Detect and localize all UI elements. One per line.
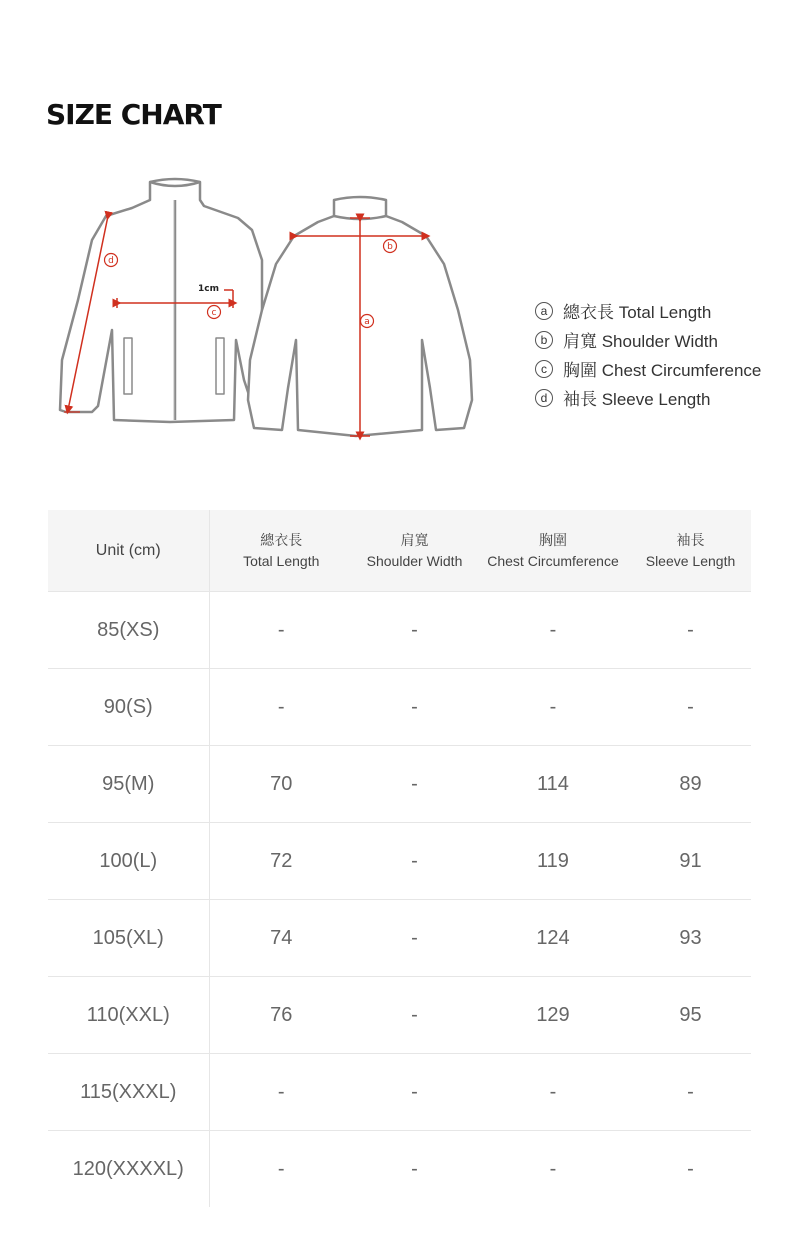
value-cell: - bbox=[353, 669, 476, 746]
marker-a-text: a bbox=[364, 317, 370, 327]
value-cell: 74 bbox=[209, 900, 353, 977]
legend-label: 總衣長 Total Length bbox=[563, 303, 712, 322]
jacket-measurement-diagram bbox=[0, 160, 520, 460]
value-cell: - bbox=[353, 900, 476, 977]
value-cell: - bbox=[209, 1131, 353, 1208]
value-cell: - bbox=[476, 592, 630, 669]
column-header-chest-circumference bbox=[476, 510, 630, 592]
size-table bbox=[48, 510, 751, 1207]
legend-mark-a: a bbox=[535, 302, 553, 320]
value-cell: 91 bbox=[630, 823, 751, 900]
size-cell: 100(L) bbox=[48, 823, 209, 900]
measurement-legend bbox=[535, 296, 761, 412]
column-header-cn: 總衣長 bbox=[260, 531, 303, 548]
size-cell: 120(XXXXL) bbox=[48, 1131, 209, 1208]
legend-mark-b: b bbox=[535, 331, 553, 349]
value-cell: 95 bbox=[630, 977, 751, 1054]
value-cell: 93 bbox=[630, 900, 751, 977]
legend-mark-d: d bbox=[535, 389, 553, 407]
column-header-cn: 肩寬 bbox=[400, 531, 429, 548]
one-cm-note: 1cm bbox=[198, 284, 219, 294]
table-row bbox=[48, 592, 751, 669]
size-cell: 90(S) bbox=[48, 669, 209, 746]
marker-d-text: d bbox=[108, 256, 114, 266]
value-cell: - bbox=[630, 669, 751, 746]
value-cell: - bbox=[476, 1131, 630, 1208]
legend-mark-c: c bbox=[535, 360, 553, 378]
value-cell: - bbox=[353, 823, 476, 900]
table-row bbox=[48, 900, 751, 977]
value-cell: - bbox=[353, 592, 476, 669]
value-cell: - bbox=[209, 669, 353, 746]
column-header-cn: 胸圍 bbox=[539, 531, 567, 548]
legend-item-shoulder-width bbox=[535, 325, 761, 354]
value-cell: 89 bbox=[630, 746, 751, 823]
value-cell: - bbox=[353, 977, 476, 1054]
table-row bbox=[48, 669, 751, 746]
table-row bbox=[48, 977, 751, 1054]
value-cell: - bbox=[476, 669, 630, 746]
legend-label: 肩寬 Shoulder Width bbox=[563, 332, 718, 351]
column-header-cn: 袖長 bbox=[676, 531, 705, 548]
column-header-total-length bbox=[209, 510, 353, 592]
value-cell: - bbox=[353, 1131, 476, 1208]
legend-item-sleeve-length bbox=[535, 383, 761, 412]
column-header-shoulder-width bbox=[353, 510, 476, 592]
value-cell: - bbox=[209, 592, 353, 669]
table-row bbox=[48, 1054, 751, 1131]
value-cell: - bbox=[630, 1054, 751, 1131]
legend-item-chest-circumference bbox=[535, 354, 761, 383]
value-cell: 70 bbox=[209, 746, 353, 823]
size-cell: 105(XL) bbox=[48, 900, 209, 977]
value-cell: 76 bbox=[209, 977, 353, 1054]
table-row bbox=[48, 823, 751, 900]
value-cell: 114 bbox=[476, 746, 630, 823]
column-header-en: Chest Circumference bbox=[487, 552, 619, 569]
value-cell: - bbox=[630, 592, 751, 669]
size-cell: 85(XS) bbox=[48, 592, 209, 669]
table-row bbox=[48, 1131, 751, 1208]
value-cell: - bbox=[353, 746, 476, 823]
page-title: SIZE CHART bbox=[46, 98, 221, 131]
column-header-en: Total Length bbox=[243, 552, 320, 569]
size-cell: 115(XXXL) bbox=[48, 1054, 209, 1131]
value-cell: 129 bbox=[476, 977, 630, 1054]
value-cell: - bbox=[476, 1054, 630, 1131]
value-cell: - bbox=[630, 1131, 751, 1208]
value-cell: - bbox=[353, 1054, 476, 1131]
value-cell: 119 bbox=[476, 823, 630, 900]
marker-b-text: b bbox=[387, 242, 393, 252]
marker-c-text: c bbox=[211, 308, 217, 318]
legend-label: 袖長 Sleeve Length bbox=[563, 390, 711, 409]
column-header-en: Shoulder Width bbox=[366, 552, 463, 569]
table-row bbox=[48, 746, 751, 823]
unit-header: Unit (cm) bbox=[48, 510, 209, 592]
size-cell: 110(XXL) bbox=[48, 977, 209, 1054]
value-cell: 124 bbox=[476, 900, 630, 977]
value-cell: - bbox=[209, 1054, 353, 1131]
legend-item-total-length bbox=[535, 296, 761, 325]
legend-label: 胸圍 Chest Circumference bbox=[563, 361, 762, 380]
value-cell: 72 bbox=[209, 823, 353, 900]
column-header-en: Sleeve Length bbox=[645, 552, 736, 569]
table-header-row bbox=[48, 510, 751, 592]
size-cell: 95(M) bbox=[48, 746, 209, 823]
column-header-sleeve-length bbox=[630, 510, 751, 592]
